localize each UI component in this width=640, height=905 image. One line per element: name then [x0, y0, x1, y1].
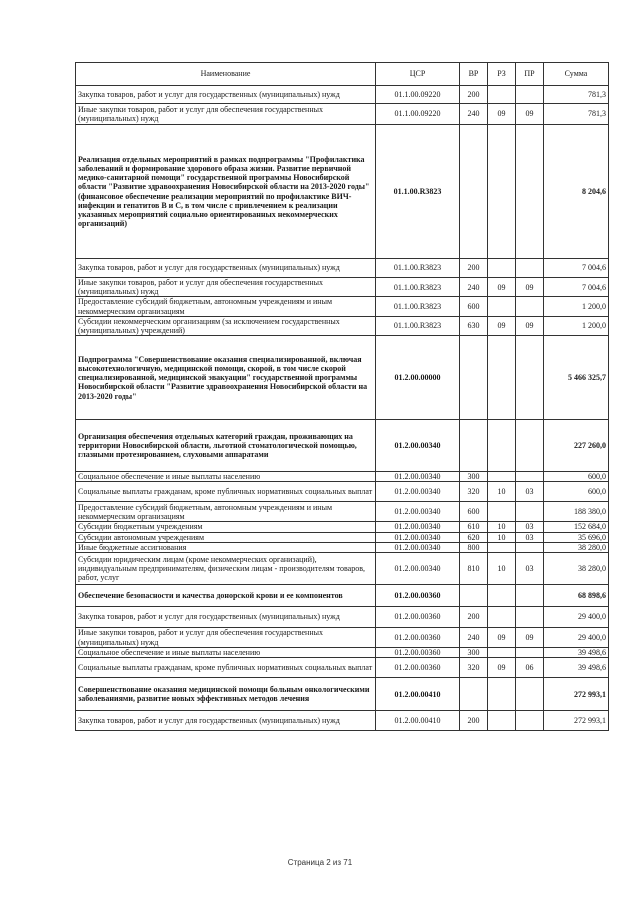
cell-csr: 01.2.00.00360 [376, 658, 460, 678]
cell-pr [516, 502, 544, 522]
cell-name: Социальное обеспечение и иные выплаты населению [76, 472, 376, 482]
cell-name: Иные закупки товаров, работ и услуг для обеспечения государственных (муниципальных) нужд [76, 628, 376, 648]
cell-csr: 01.2.00.00340 [376, 472, 460, 482]
cell-vr [460, 585, 488, 607]
cell-sum: 8 204,6 [544, 125, 609, 259]
cell-vr: 800 [460, 542, 488, 552]
cell-name: Иные закупки товаров, работ и услуг для обеспечения государственных (муниципальных) нужд [76, 278, 376, 297]
cell-csr: 01.2.00.00340 [376, 502, 460, 522]
cell-pr [516, 648, 544, 658]
cell-csr: 01.2.00.00340 [376, 553, 460, 585]
cell-pr: 09 [516, 104, 544, 125]
table-header-row [76, 63, 609, 86]
cell-sum: 272 993,1 [544, 711, 609, 731]
cell-rz [488, 585, 516, 607]
cell-rz: 10 [488, 482, 516, 502]
cell-pr: 03 [516, 553, 544, 585]
cell-sum: 272 993,1 [544, 678, 609, 711]
cell-csr: 01.2.00.00360 [376, 607, 460, 628]
header-rz: РЗ [488, 63, 516, 86]
table-row [76, 297, 609, 316]
cell-csr: 01.2.00.00360 [376, 628, 460, 648]
cell-rz: 10 [488, 532, 516, 542]
table-row [76, 607, 609, 628]
cell-name: Организация обеспечения отдельных категорий граждан, проживающих на территории Новосибирской области, льготной стоматологической помощью, глазными протезированием, слуховыми аппаратами [76, 420, 376, 472]
cell-pr [516, 585, 544, 607]
table-row [76, 648, 609, 658]
cell-name: Иные закупки товаров, работ и услуг для обеспечения государственных (муниципальных) нужд [76, 104, 376, 125]
cell-name: Субсидии некоммерческим организациям (за исключением государственных (муниципальных) учреждений) [76, 316, 376, 335]
cell-sum: 39 498,6 [544, 658, 609, 678]
cell-sum: 600,0 [544, 482, 609, 502]
cell-vr: 600 [460, 297, 488, 316]
cell-sum: 1 200,0 [544, 316, 609, 335]
cell-name: Субсидии автономным учреждениям [76, 532, 376, 542]
cell-pr [516, 86, 544, 104]
cell-name: Закупка товаров, работ и услуг для государственных (муниципальных) нужд [76, 259, 376, 278]
cell-pr [516, 607, 544, 628]
table-row [76, 336, 609, 420]
cell-name: Социальное обеспечение и иные выплаты населению [76, 648, 376, 658]
cell-vr [460, 336, 488, 420]
cell-pr [516, 125, 544, 259]
header-vr: ВР [460, 63, 488, 86]
cell-vr: 600 [460, 502, 488, 522]
cell-sum: 38 280,0 [544, 553, 609, 585]
cell-name: Закупка товаров, работ и услуг для государственных (муниципальных) нужд [76, 711, 376, 731]
table-row [76, 542, 609, 552]
cell-rz: 09 [488, 316, 516, 335]
cell-vr: 200 [460, 86, 488, 104]
cell-vr: 320 [460, 482, 488, 502]
table-row [76, 553, 609, 585]
table-row [76, 472, 609, 482]
cell-sum: 5 466 325,7 [544, 336, 609, 420]
cell-pr [516, 336, 544, 420]
cell-sum: 152 684,0 [544, 522, 609, 532]
cell-rz [488, 711, 516, 731]
cell-rz: 10 [488, 522, 516, 532]
cell-vr: 240 [460, 628, 488, 648]
cell-rz: 10 [488, 553, 516, 585]
cell-csr: 01.2.00.00340 [376, 542, 460, 552]
cell-rz: 09 [488, 628, 516, 648]
cell-rz: 09 [488, 658, 516, 678]
cell-csr: 01.2.00.00340 [376, 420, 460, 472]
table-row [76, 522, 609, 532]
table-row [76, 482, 609, 502]
cell-csr: 01.2.00.00360 [376, 585, 460, 607]
cell-vr: 620 [460, 532, 488, 542]
cell-csr: 01.2.00.00340 [376, 522, 460, 532]
cell-vr: 240 [460, 278, 488, 297]
table-row [76, 628, 609, 648]
cell-csr: 01.1.00.09220 [376, 86, 460, 104]
cell-name: Обеспечение безопасности и качества донорской крови и ее компонентов [76, 585, 376, 607]
cell-csr: 01.1.00.R3823 [376, 259, 460, 278]
cell-pr [516, 472, 544, 482]
cell-csr: 01.1.00.09220 [376, 104, 460, 125]
cell-csr: 01.1.00.R3823 [376, 297, 460, 316]
cell-name: Социальные выплаты гражданам, кроме публичных нормативных социальных выплат [76, 482, 376, 502]
cell-vr [460, 678, 488, 711]
cell-name: Социальные выплаты гражданам, кроме публичных нормативных социальных выплат [76, 658, 376, 678]
cell-vr: 610 [460, 522, 488, 532]
cell-sum: 38 280,0 [544, 542, 609, 552]
cell-rz [488, 607, 516, 628]
cell-rz [488, 86, 516, 104]
cell-csr: 01.1.00.R3823 [376, 316, 460, 335]
cell-name: Субсидии юридическим лицам (кроме некоммерческих организаций), индивидуальным предпринимателям, физическим лицам - производителям товаров, работ, услуг [76, 553, 376, 585]
cell-sum: 1 200,0 [544, 297, 609, 316]
cell-pr: 03 [516, 522, 544, 532]
cell-name: Предоставление субсидий бюджетным, автономным учреждениям и иным некоммерческим организациям [76, 502, 376, 522]
page-number: Страница 2 из 71 [287, 858, 353, 867]
cell-rz [488, 297, 516, 316]
cell-csr: 01.2.00.00410 [376, 711, 460, 731]
cell-name: Предоставление субсидий бюджетным, автономным учреждениям и иным некоммерческим организациям [76, 297, 376, 316]
table-row [76, 259, 609, 278]
table-row [76, 532, 609, 542]
cell-rz [488, 542, 516, 552]
cell-sum: 188 380,0 [544, 502, 609, 522]
cell-rz [488, 125, 516, 259]
cell-pr: 03 [516, 532, 544, 542]
cell-name: Закупка товаров, работ и услуг для государственных (муниципальных) нужд [76, 607, 376, 628]
header-name: Наименование [76, 63, 376, 86]
cell-rz: 09 [488, 278, 516, 297]
cell-csr: 01.2.00.00360 [376, 648, 460, 658]
cell-pr [516, 678, 544, 711]
cell-pr: 09 [516, 316, 544, 335]
cell-sum: 7 004,6 [544, 278, 609, 297]
table-row [76, 316, 609, 335]
cell-csr: 01.1.00.R3823 [376, 125, 460, 259]
table-row [76, 104, 609, 125]
cell-sum: 29 400,0 [544, 607, 609, 628]
cell-name: Субсидии бюджетным учреждениям [76, 522, 376, 532]
cell-pr [516, 542, 544, 552]
cell-name: Закупка товаров, работ и услуг для государственных (муниципальных) нужд [76, 86, 376, 104]
cell-sum: 39 498,6 [544, 648, 609, 658]
cell-vr: 300 [460, 472, 488, 482]
table-body [76, 86, 609, 731]
cell-vr [460, 125, 488, 259]
header-csr: ЦСР [376, 63, 460, 86]
table-row [76, 278, 609, 297]
cell-pr [516, 259, 544, 278]
cell-pr: 09 [516, 278, 544, 297]
cell-rz [488, 336, 516, 420]
cell-sum: 68 898,6 [544, 585, 609, 607]
cell-sum: 781,3 [544, 104, 609, 125]
cell-csr: 01.2.00.00340 [376, 482, 460, 502]
cell-rz [488, 259, 516, 278]
cell-vr: 300 [460, 648, 488, 658]
cell-pr: 09 [516, 628, 544, 648]
cell-pr [516, 711, 544, 731]
cell-rz [488, 678, 516, 711]
cell-sum: 29 400,0 [544, 628, 609, 648]
cell-vr [460, 420, 488, 472]
cell-vr: 200 [460, 259, 488, 278]
cell-pr [516, 420, 544, 472]
cell-vr: 630 [460, 316, 488, 335]
cell-csr: 01.2.00.00000 [376, 336, 460, 420]
cell-vr: 320 [460, 658, 488, 678]
table-row [76, 125, 609, 259]
cell-vr: 200 [460, 607, 488, 628]
table-row [76, 420, 609, 472]
cell-csr: 01.2.00.00410 [376, 678, 460, 711]
cell-pr: 06 [516, 658, 544, 678]
cell-sum: 7 004,6 [544, 259, 609, 278]
cell-rz [488, 502, 516, 522]
cell-pr: 03 [516, 482, 544, 502]
cell-sum: 227 260,0 [544, 420, 609, 472]
cell-sum: 35 696,0 [544, 532, 609, 542]
header-pr: ПР [516, 63, 544, 86]
cell-name: Иные бюджетные ассигнования [76, 542, 376, 552]
table-row [76, 711, 609, 731]
table-row [76, 86, 609, 104]
table-row [76, 678, 609, 711]
cell-name: Подпрограмма "Совершенствование оказания специализированной, включая высокотехнологичную, медицинской помощи, скорой, в том числе скорой специализированной, медицинской эвакуации" государственной программы Новосибирской области "Развитие здравоохранения Новосибирской области на 2013-2020 годы" [76, 336, 376, 420]
table-row [76, 658, 609, 678]
cell-pr [516, 297, 544, 316]
cell-sum: 600,0 [544, 472, 609, 482]
header-sum: Сумма [544, 63, 609, 86]
cell-rz [488, 472, 516, 482]
budget-table-sheet [75, 62, 608, 731]
cell-vr: 810 [460, 553, 488, 585]
table-row [76, 502, 609, 522]
cell-rz [488, 420, 516, 472]
cell-rz [488, 648, 516, 658]
table-row [76, 585, 609, 607]
cell-name: Совершенствование оказания медицинской помощи больным онкологическими заболеваниями, развитие новых эффективных методов лечения [76, 678, 376, 711]
cell-csr: 01.2.00.00340 [376, 532, 460, 542]
cell-vr: 240 [460, 104, 488, 125]
budget-table [75, 62, 609, 731]
cell-name: Реализация отдельных мероприятий в рамках подпрограммы "Профилактика заболеваний и формирование здорового образа жизни. Развитие первичной медико-санитарной помощи" государственной программы Новосибирской области "Развитие здравоохранения Новосибирской области на 2013-2020 годы" (финансовое обеспечение реализации мероприятий по профилактике ВИЧ-инфекции и гепатитов В и С, в том числе с привлечением к реализации указанных мероприятий социально ориентированных некоммерческих организаций) [76, 125, 376, 259]
cell-rz: 09 [488, 104, 516, 125]
cell-csr: 01.1.00.R3823 [376, 278, 460, 297]
cell-vr: 200 [460, 711, 488, 731]
cell-sum: 781,3 [544, 86, 609, 104]
